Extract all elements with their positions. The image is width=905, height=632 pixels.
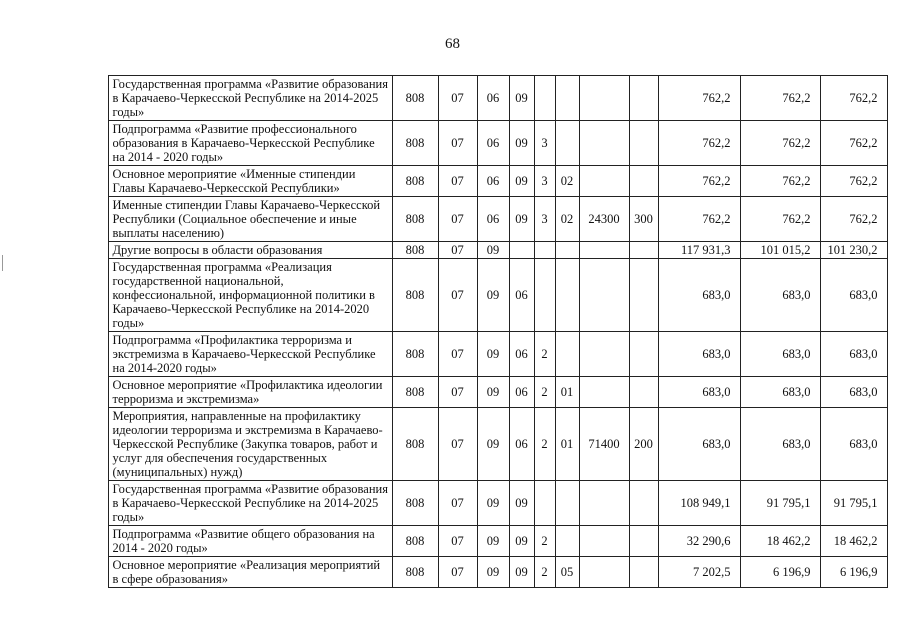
row-name-cell: Другие вопросы в области образования	[108, 242, 392, 259]
expense-type-cell: 300	[629, 197, 658, 242]
row-name-cell: Основное мероприятие «Профилактика идеологии терроризма и экстремизма»	[108, 377, 392, 408]
expense-type-cell	[629, 121, 658, 166]
subsection-code-cell: 06	[477, 76, 509, 121]
table-row	[78, 166, 887, 197]
expense-type-cell	[629, 526, 658, 557]
section-code-cell: 07	[438, 242, 477, 259]
amount-year2-cell: 683,0	[740, 408, 820, 481]
amount-year1-cell: 108 949,1	[658, 481, 740, 526]
subsection-code-cell: 06	[477, 197, 509, 242]
amount-year3-cell: 762,2	[820, 166, 887, 197]
row-name-cell: Подпрограмма «Развитие общего образования на 2014 - 2020 годы»	[108, 526, 392, 557]
expense-type-cell	[629, 377, 658, 408]
row-margin	[78, 526, 108, 557]
program-code-cell: 09	[509, 166, 534, 197]
program-code-cell: 09	[509, 557, 534, 588]
amount-year3-cell: 762,2	[820, 76, 887, 121]
amount-year2-cell: 18 462,2	[740, 526, 820, 557]
row-margin	[78, 332, 108, 377]
subprogram-code-cell: 2	[534, 526, 555, 557]
amount-year3-cell: 18 462,2	[820, 526, 887, 557]
subsection-code-cell: 09	[477, 377, 509, 408]
amount-year1-cell: 762,2	[658, 166, 740, 197]
amount-year2-cell: 683,0	[740, 332, 820, 377]
amount-year3-cell: 762,2	[820, 121, 887, 166]
subprogram-code-cell: 3	[534, 197, 555, 242]
ministry-code-cell: 808	[392, 557, 438, 588]
direction-code-cell	[579, 481, 629, 526]
measure-code-cell	[555, 76, 579, 121]
amount-year1-cell: 117 931,3	[658, 242, 740, 259]
subprogram-code-cell	[534, 76, 555, 121]
row-name-cell: Подпрограмма «Профилактика терроризма и экстремизма в Карачаево-Черкесской Республике на 2014-2020 годы»	[108, 332, 392, 377]
section-code-cell: 07	[438, 76, 477, 121]
subsection-code-cell: 06	[477, 121, 509, 166]
subprogram-code-cell	[534, 259, 555, 332]
amount-year1-cell: 762,2	[658, 76, 740, 121]
direction-code-cell	[579, 76, 629, 121]
direction-code-cell: 24300	[579, 197, 629, 242]
measure-code-cell: 01	[555, 377, 579, 408]
measure-code-cell	[555, 481, 579, 526]
expense-type-cell: 200	[629, 408, 658, 481]
direction-code-cell	[579, 557, 629, 588]
row-name-cell: Мероприятия, направленные на профилактику идеологии терроризма и экстремизма в Карачаево-Черкесской Республике (Закупка товаров, работ и услуг для обеспечения государственных (муниципальных) нужд)	[108, 408, 392, 481]
subsection-code-cell: 09	[477, 242, 509, 259]
program-code-cell: 09	[509, 197, 534, 242]
ministry-code-cell: 808	[392, 76, 438, 121]
amount-year1-cell: 683,0	[658, 259, 740, 332]
measure-code-cell	[555, 242, 579, 259]
amount-year1-cell: 32 290,6	[658, 526, 740, 557]
subsection-code-cell: 09	[477, 332, 509, 377]
page-number: 68	[445, 36, 460, 52]
expense-type-cell	[629, 557, 658, 588]
row-margin	[78, 557, 108, 588]
direction-code-cell	[579, 259, 629, 332]
amount-year3-cell: 683,0	[820, 259, 887, 332]
table-row	[78, 121, 887, 166]
subsection-code-cell: 06	[477, 166, 509, 197]
row-name-cell: Основное мероприятие «Именные стипендии Главы Карачаево-Черкесской Республики»	[108, 166, 392, 197]
ministry-code-cell: 808	[392, 259, 438, 332]
amount-year3-cell: 6 196,9	[820, 557, 887, 588]
table-row	[78, 242, 887, 259]
amount-year1-cell: 683,0	[658, 377, 740, 408]
row-margin	[78, 259, 108, 332]
ministry-code-cell: 808	[392, 481, 438, 526]
section-code-cell: 07	[438, 557, 477, 588]
table-row	[78, 481, 887, 526]
amount-year1-cell: 683,0	[658, 332, 740, 377]
program-code-cell: 09	[509, 121, 534, 166]
subsection-code-cell: 09	[477, 526, 509, 557]
expense-type-cell	[629, 242, 658, 259]
row-margin	[78, 166, 108, 197]
amount-year1-cell: 7 202,5	[658, 557, 740, 588]
subprogram-code-cell	[534, 242, 555, 259]
program-code-cell: 06	[509, 332, 534, 377]
subsection-code-cell: 09	[477, 408, 509, 481]
table-row	[78, 377, 887, 408]
expense-type-cell	[629, 332, 658, 377]
table-row	[78, 526, 887, 557]
section-code-cell: 07	[438, 481, 477, 526]
subsection-code-cell: 09	[477, 259, 509, 332]
amount-year3-cell: 683,0	[820, 332, 887, 377]
amount-year1-cell: 683,0	[658, 408, 740, 481]
amount-year2-cell: 762,2	[740, 166, 820, 197]
row-margin	[78, 408, 108, 481]
program-code-cell: 09	[509, 526, 534, 557]
measure-code-cell: 01	[555, 408, 579, 481]
subprogram-code-cell: 2	[534, 377, 555, 408]
direction-code-cell	[579, 121, 629, 166]
amount-year3-cell: 91 795,1	[820, 481, 887, 526]
amount-year2-cell: 6 196,9	[740, 557, 820, 588]
direction-code-cell	[579, 377, 629, 408]
measure-code-cell	[555, 332, 579, 377]
expense-type-cell	[629, 259, 658, 332]
program-code-cell: 06	[509, 377, 534, 408]
table-row	[78, 557, 887, 588]
row-name-cell: Государственная программа «Реализация государственной национальной, конфессиональной, информационной политики в Карачаево-Черкесской Республике на 2014-2020 годы»	[108, 259, 392, 332]
measure-code-cell: 05	[555, 557, 579, 588]
program-code-cell: 09	[509, 481, 534, 526]
direction-code-cell: 71400	[579, 408, 629, 481]
section-code-cell: 07	[438, 166, 477, 197]
measure-code-cell: 02	[555, 166, 579, 197]
subprogram-code-cell: 2	[534, 332, 555, 377]
ministry-code-cell: 808	[392, 121, 438, 166]
amount-year2-cell: 683,0	[740, 377, 820, 408]
table-row	[78, 76, 887, 121]
measure-code-cell	[555, 259, 579, 332]
row-name-cell: Государственная программа «Развитие образования в Карачаево-Черкесской Республике на 2014-2025 годы»	[108, 481, 392, 526]
amount-year2-cell: 762,2	[740, 197, 820, 242]
amount-year1-cell: 762,2	[658, 121, 740, 166]
row-name-cell: Государственная программа «Развитие образования в Карачаево-Черкесской Республике на 2014-2025 годы»	[108, 76, 392, 121]
expense-type-cell	[629, 166, 658, 197]
subprogram-code-cell: 2	[534, 557, 555, 588]
program-code-cell: 09	[509, 76, 534, 121]
amount-year3-cell: 101 230,2	[820, 242, 887, 259]
section-code-cell: 07	[438, 408, 477, 481]
program-code-cell	[509, 242, 534, 259]
subprogram-code-cell: 3	[534, 121, 555, 166]
section-code-cell: 07	[438, 121, 477, 166]
section-code-cell: 07	[438, 197, 477, 242]
program-code-cell: 06	[509, 259, 534, 332]
subprogram-code-cell	[534, 481, 555, 526]
measure-code-cell	[555, 526, 579, 557]
ministry-code-cell: 808	[392, 242, 438, 259]
direction-code-cell	[579, 166, 629, 197]
table-row	[78, 332, 887, 377]
budget-table	[78, 75, 888, 588]
amount-year2-cell: 762,2	[740, 121, 820, 166]
amount-year2-cell: 91 795,1	[740, 481, 820, 526]
amount-year2-cell: 101 015,2	[740, 242, 820, 259]
measure-code-cell	[555, 121, 579, 166]
subprogram-code-cell: 2	[534, 408, 555, 481]
scan-margin-mark	[2, 255, 3, 271]
row-name-cell: Основное мероприятие «Реализация мероприятий в сфере образования»	[108, 557, 392, 588]
row-margin	[78, 377, 108, 408]
section-code-cell: 07	[438, 377, 477, 408]
row-margin	[78, 481, 108, 526]
row-margin	[78, 242, 108, 259]
direction-code-cell	[579, 526, 629, 557]
direction-code-cell	[579, 242, 629, 259]
subsection-code-cell: 09	[477, 481, 509, 526]
amount-year3-cell: 683,0	[820, 408, 887, 481]
program-code-cell: 06	[509, 408, 534, 481]
amount-year2-cell: 762,2	[740, 76, 820, 121]
ministry-code-cell: 808	[392, 332, 438, 377]
direction-code-cell	[579, 332, 629, 377]
ministry-code-cell: 808	[392, 408, 438, 481]
amount-year3-cell: 762,2	[820, 197, 887, 242]
measure-code-cell: 02	[555, 197, 579, 242]
table-row	[78, 408, 887, 481]
row-name-cell: Именные стипендии Главы Карачаево-Черкесской Республики (Социальное обеспечение и иные выплаты населению)	[108, 197, 392, 242]
row-margin	[78, 121, 108, 166]
subsection-code-cell: 09	[477, 557, 509, 588]
amount-year2-cell: 683,0	[740, 259, 820, 332]
section-code-cell: 07	[438, 332, 477, 377]
ministry-code-cell: 808	[392, 526, 438, 557]
row-margin	[78, 197, 108, 242]
subprogram-code-cell: 3	[534, 166, 555, 197]
table-row	[78, 197, 887, 242]
ministry-code-cell: 808	[392, 197, 438, 242]
row-margin	[78, 76, 108, 121]
ministry-code-cell: 808	[392, 166, 438, 197]
ministry-code-cell: 808	[392, 377, 438, 408]
table-row	[78, 259, 887, 332]
expense-type-cell	[629, 481, 658, 526]
section-code-cell: 07	[438, 526, 477, 557]
expense-type-cell	[629, 76, 658, 121]
section-code-cell: 07	[438, 259, 477, 332]
row-name-cell: Подпрограмма «Развитие профессионального образования в Карачаево-Черкесской Республике на 2014 - 2020 годы»	[108, 121, 392, 166]
amount-year1-cell: 762,2	[658, 197, 740, 242]
amount-year3-cell: 683,0	[820, 377, 887, 408]
